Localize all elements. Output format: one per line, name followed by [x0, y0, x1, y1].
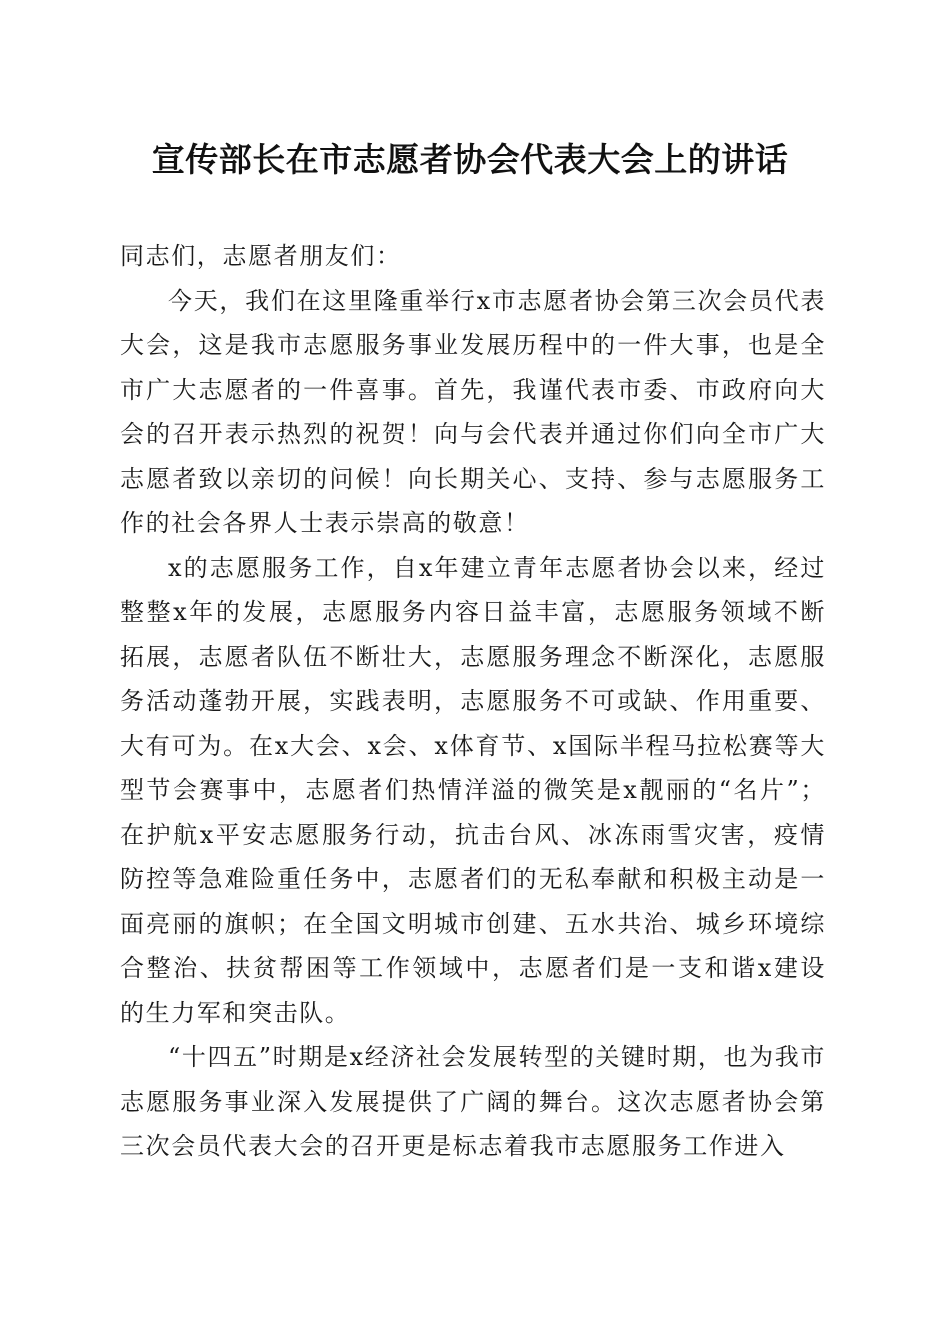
paragraph-1: 今天，我们在这里隆重举行x市志愿者协会第三次会员代表大会，这是我市志愿服务事业发展历程中的一件大事，也是全市广大志愿者的一件喜事。首先，我谨代表市委、市政府向大会的召开表示热烈的祝贺！向与会代表并通过你们向全市广大志愿者致以亲切的问候！向长期关心、支持、参与志愿服务工作的社会各界人士表示崇高的敬意！	[120, 286, 826, 537]
paragraph-3: “十四五”时期是x经济社会发展转型的关键时期，也为我市志愿服务事业深入发展提供了广阔的舞台。这次志愿者协会第三次会员代表大会的召开更是标志着我市志愿服务工作进入	[120, 1043, 826, 1160]
document-body	[120, 234, 826, 1169]
document-title: 宣传部长在市志愿者协会代表大会上的讲话	[151, 140, 789, 179]
salutation: 同志们，志愿者朋友们：	[120, 242, 402, 270]
paragraph-2: x的志愿服务工作，自x年建立青年志愿者协会以来，经过整整x年的发展，志愿服务内容日益丰富，志愿服务领域不断拓展，志愿者队伍不断壮大，志愿服务理念不断深化，志愿服务活动蓬勃开展，实践表明，志愿服务不可或缺、作用重要、大有可为。在x大会、x会、x体育节、x国际半程马拉松赛等大型节会赛事中，志愿者们热情洋溢的微笑是x靓丽的“名片”；在护航x平安志愿服务行动，抗击台风、冰冻雨雪灾害，疫情防控等急难险重任务中，志愿者们的无私奉献和积极主动是一面亮丽的旗帜；在全国文明城市创建、五水共治、城乡环境综合整治、扶贫帮困等工作领域中，志愿者们是一支和谐x建设的生力军和突击队。	[120, 553, 826, 1027]
